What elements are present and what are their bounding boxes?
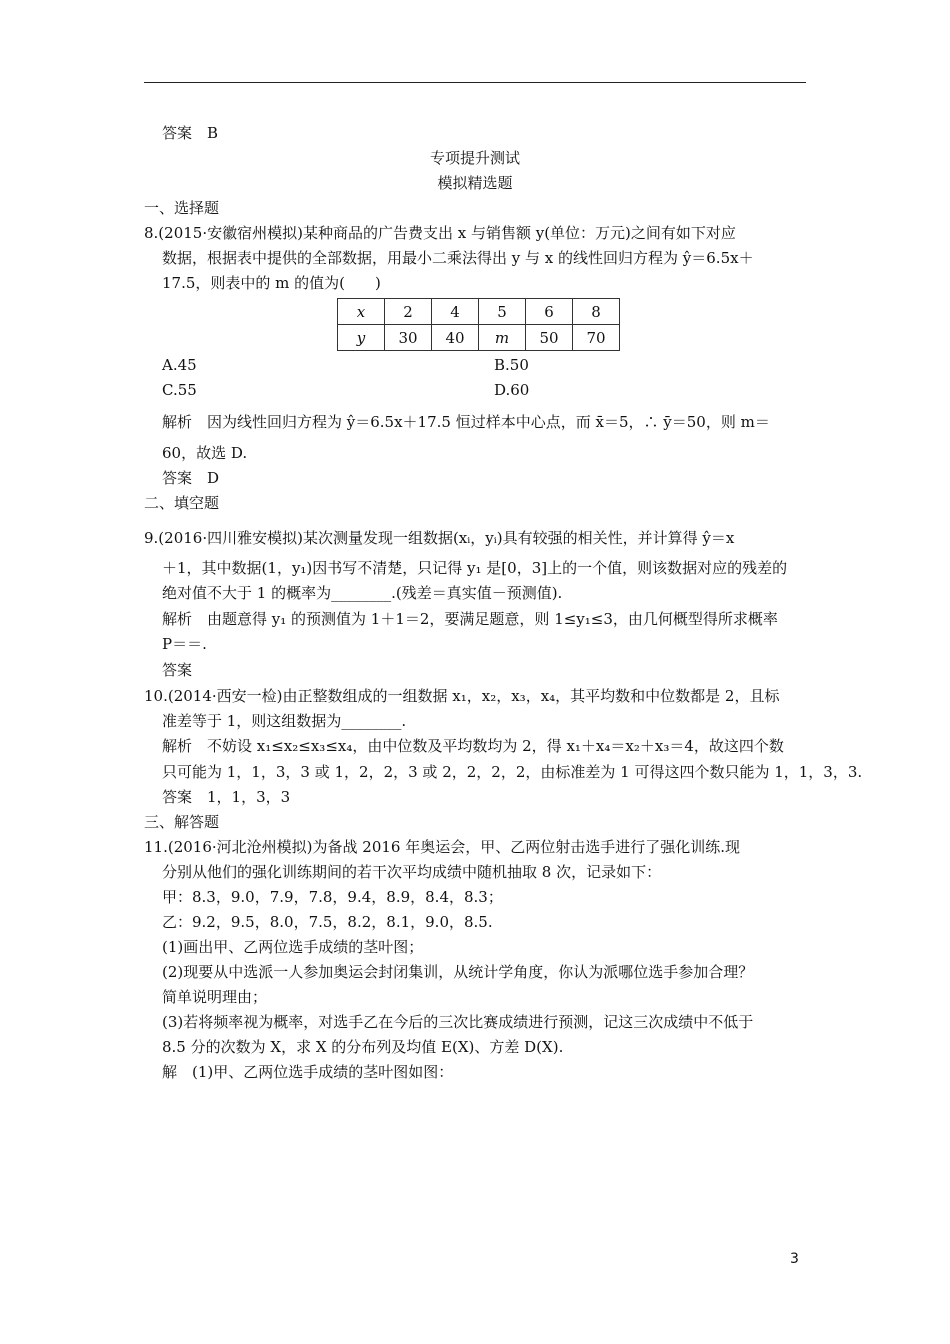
heading-selected-problems: 模拟精选题	[437, 174, 513, 192]
q11-part3-line2: 8.5 分的次数为 X，求 X 的分布列及均值 E(X)、方差 D(X).	[162, 1038, 564, 1056]
heading-special-test: 专项提升测试	[429, 149, 520, 167]
q10-answer: 答案 1，1，3，3	[162, 788, 291, 806]
table-cell: 5	[479, 299, 526, 325]
q11-solution: 解 (1)甲、乙两位选手成绩的茎叶图如图：	[162, 1063, 454, 1081]
q9-line3: 绝对值不大于 1 的概率为________.(残差＝真实值－预测值).	[162, 584, 563, 602]
q8-line3: 17.5，则表中的 m 的值为( )	[162, 274, 381, 292]
q9-answer: 答案	[162, 661, 193, 679]
q8-solution-line1: 解析 因为线性回归方程为 ŷ＝6.5x＋17.5 恒过样本中心点，而 x̄＝5，∴ ȳ＝50，则 m＝	[162, 413, 770, 431]
section-choice: 一、选择题	[144, 199, 220, 217]
q11-yi-scores: 乙：9.2，9.5，8.0，7.5，8.2，8.1，9.0，8.5.	[162, 913, 493, 931]
table-cell: y	[338, 325, 385, 351]
q9-line1: 9.(2016·四川雅安模拟)某次测量发现一组数据(xᵢ，yᵢ)具有较强的相关性，并计算得 ŷ＝x	[144, 529, 735, 547]
q8-solution-line2: 60，故选 D.	[162, 444, 248, 462]
table-cell: 70	[573, 325, 620, 351]
table-cell: 40	[432, 325, 479, 351]
q10-line1: 10.(2014·西安一检)由正整数组成的一组数据 x₁，x₂，x₃，x₄，其平均数和中位数都是 2，且标	[144, 687, 780, 705]
table-cell: x	[338, 299, 385, 325]
q10-solution-line1: 解析 不妨设 x₁≤x₂≤x₃≤x₄，由中位数及平均数均为 2，得 x₁＋x₄＝x₂＋x₃＝4，故这四个数	[162, 737, 784, 755]
table-row	[338, 299, 620, 325]
q11-part2-line2: 简单说明理由；	[162, 988, 268, 1006]
q11-line1: 11.(2016·河北沧州模拟)为备战 2016 年奥运会，甲、乙两位射击选手进行了强化训练.现	[144, 838, 740, 856]
table-row	[338, 325, 620, 351]
q11-part2-line1: (2)现要从中选派一人参加奥运会封闭集训，从统计学角度，你认为派哪位选手参加合理？	[162, 963, 754, 981]
q11-part1: (1)画出甲、乙两位选手成绩的茎叶图；	[162, 938, 424, 956]
table-cell: 6	[526, 299, 573, 325]
answer-prev: 答案 B	[162, 124, 219, 142]
q8-option-b: B.50	[494, 356, 529, 374]
table-cell: 4	[432, 299, 479, 325]
page-number: 3	[790, 1251, 799, 1267]
table-cell: 2	[385, 299, 432, 325]
q10-solution-line2: 只可能为 1，1，3，3 或 1，2，2，3 或 2，2，2，2，由标准差为 1 可得这四个数只能为 1，1，3，3.	[162, 763, 863, 781]
q9-line2: ＋1，其中数据(1，y₁)因书写不清楚，只记得 y₁ 是[0，3]上的一个值，则该数据对应的残差的	[162, 559, 788, 577]
q9-solution-line2: P＝＝.	[162, 635, 207, 653]
q11-line2: 分别从他们的强化训练期间的若干次平均成绩中随机抽取 8 次，记录如下：	[162, 863, 662, 881]
q8-option-a: A.45	[162, 356, 197, 374]
q11-jia-scores: 甲：8.3，9.0，7.9，7.8，9.4，8.9，8.4，8.3；	[162, 888, 503, 906]
q10-line2: 准差等于 1，则这组数据为________.	[162, 712, 407, 730]
section-fill-blank: 二、填空题	[144, 494, 220, 512]
header-rule	[144, 82, 806, 83]
q8-data-table	[337, 298, 620, 351]
table-cell: m	[479, 325, 526, 351]
q8-answer: 答案 D	[162, 469, 220, 487]
table-cell: 50	[526, 325, 573, 351]
table-cell: 30	[385, 325, 432, 351]
q8-option-c: C.55	[162, 381, 197, 399]
q11-part3-line1: (3)若将频率视为概率，对选手乙在今后的三次比赛成绩进行预测，记这三次成绩中不低于	[162, 1013, 754, 1031]
table-cell: 8	[573, 299, 620, 325]
section-answer-questions: 三、解答题	[144, 813, 220, 831]
q8-option-d: D.60	[494, 381, 530, 399]
q8-line1: 8.(2015·安徽宿州模拟)某种商品的广告费支出 x 与销售额 y(单位：万元)之间有如下对应	[144, 224, 736, 242]
q8-line2: 数据，根据表中提供的全部数据，用最小二乘法得出 y 与 x 的线性回归方程为 ŷ＝6.5x＋	[162, 249, 754, 267]
q9-solution-line1: 解析 由题意得 y₁ 的预测值为 1＋1＝2，要满足题意，则 1≤y₁≤3，由几何概型得所求概率	[162, 610, 778, 628]
